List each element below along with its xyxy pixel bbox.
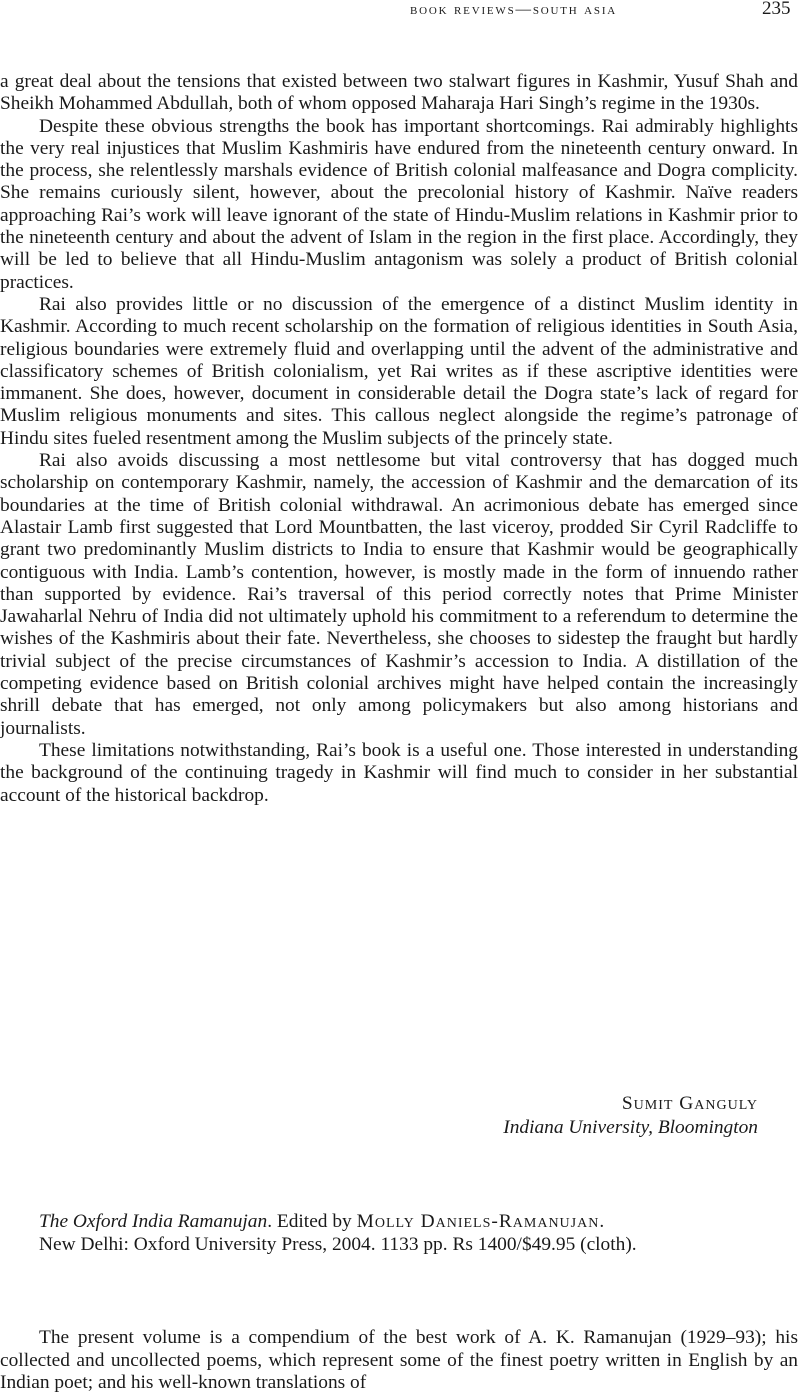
- review-paragraph: The present volume is a compendium of the best work of A. K. Ramanujan (1929–93); his collected and uncollected poems, which represent some of the finest poetry written in English by an Indian poet; and his well-known translations of: [0, 1327, 798, 1394]
- publication-details: New Delhi: Oxford University Press, 2004. 1133 pp. Rs 1400/$49.95 (cloth).: [39, 1234, 637, 1255]
- book-title: The Oxford India Ramanujan: [39, 1211, 268, 1232]
- second-review-body: [0, 1327, 798, 1395]
- review-paragraph: Rai also avoids discussing a most nettlesome but vital controversy that has dogged much scholarship on contemporary Kashmir, namely, the accession of Kashmir and the demarcation of its boundaries at the time of British colonial withdrawal. An acrimonious debate has emerged since Alastair Lamb first suggested that Lord Mountbatten, the last viceroy, prodded Sir Cyril Radcliffe to grant two predominantly Muslim districts to India to ensure that Kashmir would be geographically contiguous with India. Lamb’s contention, however, is mostly made in the form of innuendo rather than supported by evidence. Rai’s traversal of this period correctly notes that Prime Minister Jawaharlal Nehru of India did not ultimately uphold his commitment to a referendum to determine the wishes of the Kashmiris about their fate. Nevertheless, she chooses to sidestep the fraught but hardly trivial subject of the precise circumstances of Kashmir’s accession to India. A distillation of the competing evidence based on British colonial archives might have helped contain the increasingly shrill debate that has emerged, not only among policymakers but also among historians and journalists.: [0, 450, 798, 739]
- edited-by-label: . Edited by: [267, 1211, 357, 1232]
- running-head: [0, 0, 800, 24]
- review-paragraph: Despite these obvious strengths the book has important shortcomings. Rai admirably highlights the very real injustices that Muslim Kashmiris have endured from the nineteenth century onward. In the process, she relentlessly marshals evidence of British colonial malfeasance and Dogra complicity. She remains curiously silent, however, about the precolonial history of Kashmir. Naïve readers approaching Rai’s work will leave ignorant of the state of Hindu-Muslim relations in Kashmir prior to the nineteenth century and about the advent of Islam in the region in the first place. Accordingly, they will be led to believe that all Hindu-Muslim antagonism was solely a product of British colonial practices.: [0, 115, 798, 293]
- book-citation: [39, 1210, 759, 1256]
- review-paragraph: These limitations notwithstanding, Rai’s book is a useful one. Those interested in understanding the background of the continuing tragedy in Kashmir will find much to consider in her substantial account of the historical backdrop.: [0, 739, 798, 806]
- review-paragraph-continued: a great deal about the tensions that existed between two stalwart figures in Kashmir, Yusuf Shah and Sheikh Mohammed Abdullah, both of whom opposed Maharaja Hari Singh’s regime in the 1930s.: [0, 71, 798, 115]
- page-number: 235: [762, 0, 791, 19]
- reviewer-name: Sumit Ganguly: [621, 1093, 758, 1114]
- running-head-section: book reviews—south asia: [410, 1, 618, 18]
- citation-line-1: [39, 1210, 759, 1233]
- book-editor: Molly Daniels-Ramanujan: [356, 1211, 600, 1232]
- review-paragraph: Rai also provides little or no discussion of the emergence of a distinct Muslim identity in Kashmir. According to much recent scholarship on the formation of religious identities in South Asia, religious boundaries were extremely fluid and overlapping until the advent of the administrative and classificatory schemes of British colonialism, yet Rai writes as if these ascriptive identities were immanent. She does, however, document in considerable detail the Dogra state’s lack of regard for Muslim religious monuments and sites. This callous neglect alongside the regime’s patronage of Hindu sites fueled resentment among the Muslim subjects of the princely state.: [0, 293, 798, 449]
- reviewer-affiliation: Indiana University, Bloomington: [503, 1117, 758, 1138]
- editor-period: .: [599, 1211, 605, 1232]
- review-body: [0, 71, 798, 807]
